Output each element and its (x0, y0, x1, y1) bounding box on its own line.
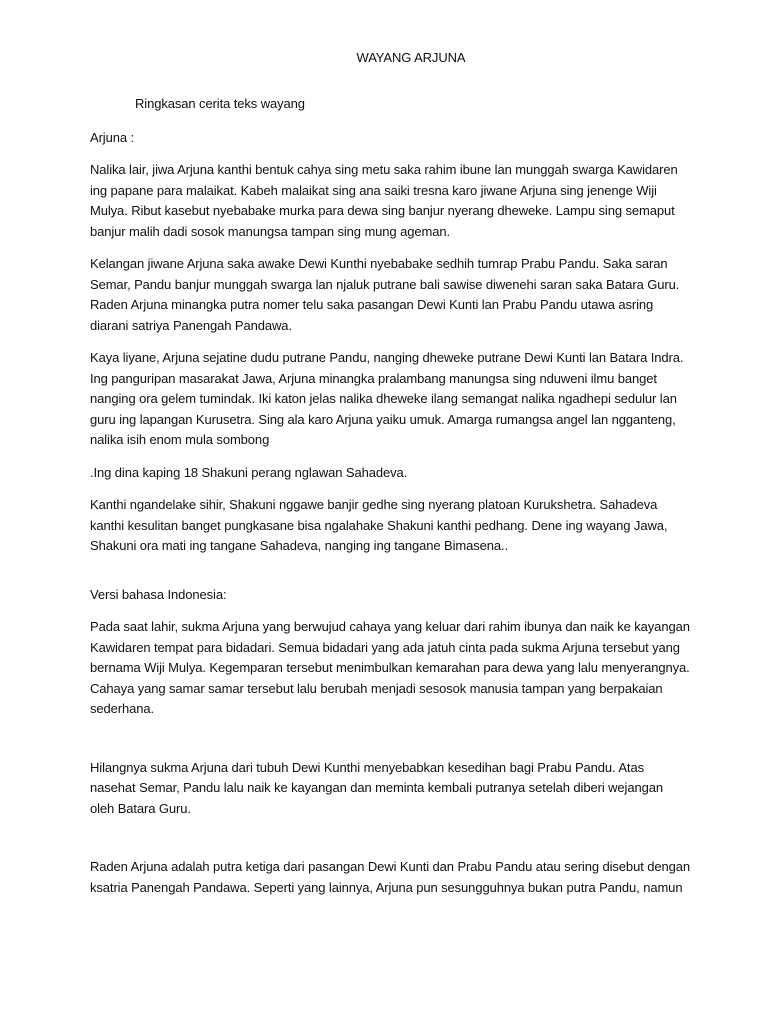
indonesian-paragraph: Hilangnya sukma Arjuna dari tubuh Dewi Kunthi menyebabkan kesedihan bagi Prabu Pandu. Atas nasehat Semar, Pandu lalu naik ke kayangan dan meminta kembali putranya setelah diberi wejangan oleh Batara Guru. (90, 759, 663, 816)
javanese-paragraph: Kanthi ngandelake sihir, Shakuni nggawe banjir gedhe sing nyerang platoan Kurukshetra. Sahadeva kanthi kesulitan banget pungkasane bisa ngalahake Shakuni kanthi pedhang. Dene ing wayang Jawa, Shakuni ora mati ing tangane Sahadeva, nanging ing tangane Bimasena.. (90, 497, 668, 553)
document-title: WAYANG ARJUNA (356, 50, 466, 65)
document-subtitle: Ringkasan cerita teks wayang (135, 96, 305, 111)
indonesian-version-label: Versi bahasa Indonesia: (90, 586, 227, 602)
javanese-paragraph: Nalika lair, jiwa Arjuna kanthi bentuk cahya sing metu saka rahim ibune lan munggah swarga Kawidaren ing papane para malaikat. Kabeh malaikat sing ana saiki tresna karo jiwane Arjuna sing jenenge Wiji Mulya. Ribut kasebut nyebabake murka para dewa sing banjur nyerang dheweke. Lampu sing semaput banjur malih dadi sosok manungsa tampan sing mung ageman. (90, 162, 678, 239)
javanese-paragraph: .Ing dina kaping 18 Shakuni perang nglawan Sahadeva. (90, 464, 408, 480)
document-body (90, 48, 690, 910)
javanese-paragraph: Kaya liyane, Arjuna sejatine dudu putrane Pandu, nanging dheweke putrane Dewi Kunti lan Batara Indra. Ing panguripan masarakat Jawa, Arjuna minangka pralambang manungsa sing nduweni ilmu banget nanging ora gelem tumindak. Iki katon jelas nalika dheweke ilang semangat nalika ngadhepi sedulur lan guru ing lapangan Kurusetra. Sing ala karo Arjuna yaiku umuk. Amarga rumangsa angel lan ngganteng, nalika isih enom mula sombong (90, 350, 684, 447)
indonesian-paragraph: Pada saat lahir, sukma Arjuna yang berwujud cahaya yang keluar dari rahim ibunya dan naik ke kayangan Kawidaren tempat para bidadari. Semua bidadari yang ada jatuh cinta pada sukma Arjuna tersebut yang bernama Wiji Mulya. Kegemparan tersebut menimbulkan kemarahan para dewa yang lalu menyerangnya. Cahaya yang samar samar tersebut lalu berubah menjadi sesosok manusia tampan yang berpakaian sederhana. (90, 619, 690, 716)
section-label-arjuna: Arjuna : (90, 129, 135, 145)
indonesian-paragraph: Raden Arjuna adalah putra ketiga dari pasangan Dewi Kunti dan Prabu Pandu atau sering disebut dengan ksatria Panengah Pandawa. Seperti yang lainnya, Arjuna pun sesungguhnya bukan putra Pandu, namun (90, 859, 690, 895)
javanese-paragraph: Kelangan jiwane Arjuna saka awake Dewi Kunthi nyebabake sedhih tumrap Prabu Pandu. Saka saran Semar, Pandu banjur munggah swarga lan njaluk putrane bali sawise diwenehi saran saka Batara Guru. Raden Arjuna minangka putra nomer telu saka pasangan Dewi Kunti lan Prabu Pandu utawa asring diarani satriya Panengah Pandawa. (90, 256, 680, 333)
